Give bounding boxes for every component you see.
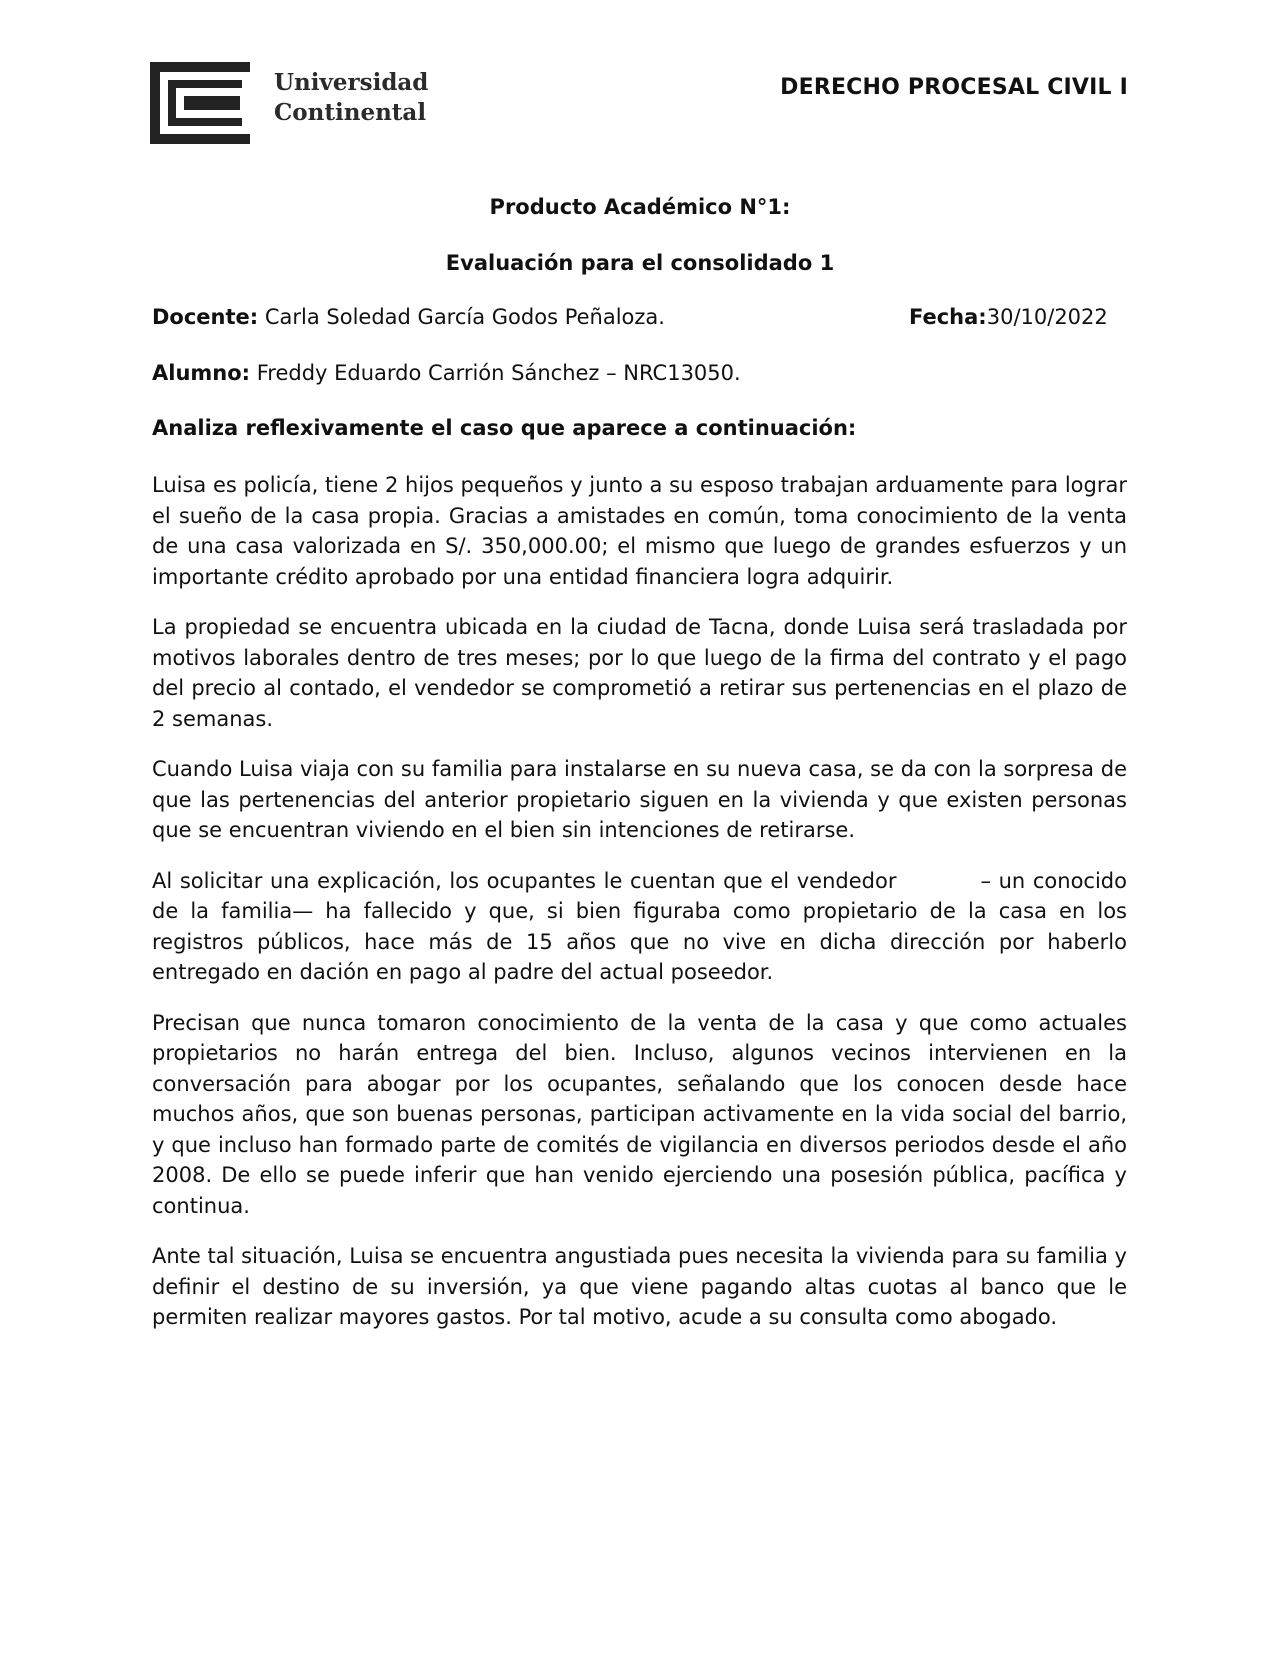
date-value: 30/10/2022	[986, 305, 1108, 329]
paragraph-5: Precisan que nunca tomaron conocimiento de la venta de la casa y que como actuales propietarios no harán entrega del bien. Incluso, algunos vecinos intervienen en la conversación para abogar por los ocupantes, señalando que los conocen desde hace muchos años, que son buenas personas, participan activamente en la vida social del barrio, y que incluso han formado parte de comités de vigilancia en diversos periodos desde el año 2008. De ello se puede inferir que han venido ejerciendo una posesión pública, pacífica y continua.	[152, 1010, 1127, 1218]
date-line	[909, 305, 1108, 329]
student-name: Freddy Eduardo Carrión Sánchez – NRC13050.	[250, 361, 741, 385]
product-title: Producto Académico N°1:	[489, 195, 791, 219]
teacher-label: Docente:	[152, 305, 259, 329]
evaluation-title: Evaluación para el consolidado 1	[445, 251, 835, 275]
date-label: Fecha:	[909, 305, 987, 329]
teacher-line	[152, 305, 665, 329]
logo-wordmark	[274, 68, 428, 128]
case-prompt: Analiza reflexivamente el caso que aparece a continuación:	[152, 416, 857, 440]
paragraph-1: Luisa es policía, tiene 2 hijos pequeños y junto a su esposo trabajan arduamente para lograr el sueño de la casa propia. Gracias a amistades en común, toma conocimiento de la venta de una casa valorizada en S/. 350,000.00; el mismo que luego de grandes esfuerzos y un importante crédito aprobado por una entidad financiera logra adquirir.	[152, 473, 1127, 589]
paragraph-4: Al solicitar una explicación, los ocupantes le cuentan que el vendedor – un conocido de la familia— ha fallecido y que, si bien figuraba como propietario de la casa en los registros públicos, hace más de 15 años que no vive en dicha dirección por haberlo entregado en dación en pago al padre del actual poseedor.	[152, 868, 1134, 984]
university-c-logo-icon	[150, 62, 260, 144]
logo-line-2: Continental	[274, 99, 427, 126]
paragraph-2: La propiedad se encuentra ubicada en la ciudad de Tacna, donde Luisa será trasladada por motivos laborales dentro de tres meses; por lo que luego de la firma del contrato y el pago del precio al contado, el vendedor se comprometió a retirar sus pertenencias en el plazo de 2 semanas.	[152, 615, 1127, 731]
student-label: Alumno:	[152, 361, 251, 385]
university-logo	[150, 62, 440, 144]
paragraph-6: Ante tal situación, Luisa se encuentra angustiada pues necesita la vivienda para su familia y definir el destino de su inversión, ya que viene pagando altas cuotas al banco que le permiten realizar mayores gastos. Por tal motivo, acude a su consulta como abogado.	[152, 1244, 1127, 1329]
teacher-name: Carla Soledad García Godos Peñaloza.	[258, 305, 665, 329]
student-line	[152, 361, 741, 385]
case-body	[152, 470, 1134, 1353]
course-title: DERECHO PROCESAL CIVIL I	[780, 75, 1128, 100]
logo-line-1: Universidad	[274, 69, 429, 96]
paragraph-3: Cuando Luisa viaja con su familia para instalarse en su nueva casa, se da con la sorpresa de que las pertenencias del anterior propietario siguen en la vivienda y que existen personas que se encuentran viviendo en el bien sin intenciones de retirarse.	[152, 757, 1127, 842]
